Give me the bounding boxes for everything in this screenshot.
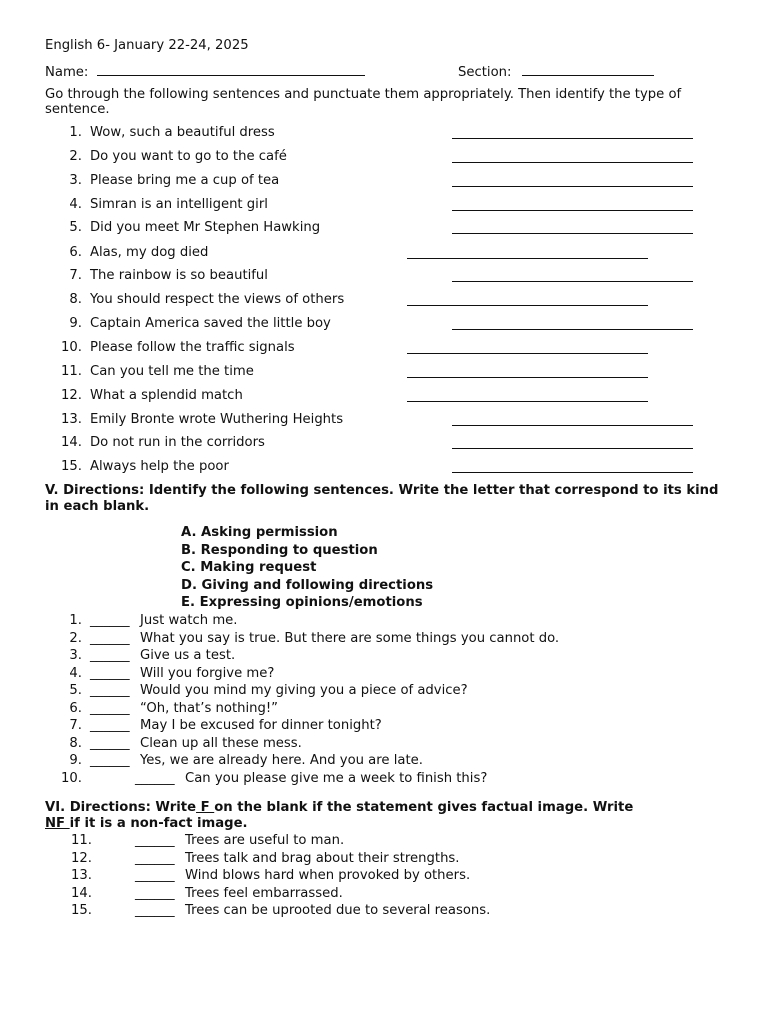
item-number: 7. <box>69 268 82 283</box>
item-number: 5. <box>69 220 82 235</box>
choice-option: E. Expressing opinions/emotions <box>181 595 423 610</box>
choice-option: D. Giving and following directions <box>181 577 434 593</box>
part6-nf-label: NF <box>45 816 70 831</box>
part4-item <box>0 245 768 263</box>
part4-item <box>0 435 768 453</box>
answer-line[interactable] <box>452 161 693 163</box>
answer-blank[interactable]: ______ <box>90 735 130 751</box>
item-number: 14. <box>71 885 92 901</box>
item-sentence: What a splendid match <box>90 388 243 403</box>
answer-line[interactable] <box>452 185 693 187</box>
item-number: 11. <box>71 833 92 848</box>
item-sentence: Clean up all these mess. <box>140 735 302 751</box>
item-sentence: Can you please give me a week to finish this? <box>185 770 488 786</box>
item-sentence: Wind blows hard when provoked by others. <box>185 868 471 883</box>
item-number: 9. <box>69 753 82 768</box>
answer-line[interactable] <box>452 424 693 426</box>
item-number: 4. <box>69 665 82 681</box>
answer-blank[interactable]: ______ <box>90 648 130 663</box>
answer-line[interactable] <box>452 280 693 282</box>
answer-blank[interactable]: ______ <box>90 718 130 733</box>
answer-blank[interactable]: ______ <box>135 833 175 848</box>
item-sentence: “Oh, that’s nothing!” <box>140 700 278 716</box>
item-number: 6. <box>69 700 82 716</box>
part6-directions-b: on the blank if the statement gives factual image. Write <box>214 800 634 815</box>
part4-item <box>0 197 768 215</box>
answer-line[interactable] <box>407 257 648 259</box>
name-label: Name: <box>45 65 89 80</box>
answer-line[interactable] <box>452 209 693 211</box>
worksheet-title: English 6- January 22-24, 2025 <box>45 38 249 53</box>
item-sentence: Do not run in the corridors <box>90 435 265 450</box>
answer-line[interactable] <box>407 352 648 354</box>
item-number: 15. <box>71 903 92 918</box>
answer-line[interactable] <box>407 376 648 378</box>
item-number: 15. <box>61 459 82 474</box>
item-sentence: Did you meet Mr Stephen Hawking <box>90 220 321 235</box>
item-number: 11. <box>61 364 82 379</box>
item-sentence: Just watch me. <box>140 613 238 628</box>
item-number: 2. <box>69 149 82 164</box>
answer-blank[interactable]: ______ <box>135 868 175 883</box>
item-sentence: Would you mind my giving you a piece of advice? <box>140 683 468 698</box>
part6-directions <box>45 800 735 832</box>
item-number: 3. <box>69 648 82 663</box>
part4-item <box>0 268 768 286</box>
choice-option: C. Making request <box>181 560 317 575</box>
item-sentence: Wow, such a beautiful dress <box>90 125 275 140</box>
item-sentence: Yes, we are already here. And you are late. <box>140 753 423 768</box>
name-field[interactable] <box>97 63 365 76</box>
item-number: 14. <box>61 435 82 450</box>
item-sentence: Captain America saved the little boy <box>90 316 331 331</box>
part6-directions-a: VI. Directions: Write <box>45 800 197 815</box>
item-sentence: May I be excused for dinner tonight? <box>140 718 382 733</box>
part4-item <box>0 292 768 310</box>
item-number: 12. <box>61 388 82 403</box>
item-sentence: What you say is true. But there are some things you cannot do. <box>140 630 560 646</box>
item-sentence: Simran is an intelligent girl <box>90 197 268 212</box>
answer-blank[interactable]: ______ <box>135 885 175 901</box>
choice-option: B. Responding to question <box>181 542 378 558</box>
part6-f-label: F <box>196 800 215 815</box>
item-sentence: Give us a test. <box>140 648 236 663</box>
part5-directions: V. Directions: Identify the following sentences. Write the letter that correspond to its kind in each blank. <box>45 483 719 514</box>
item-number: 1. <box>69 613 82 628</box>
answer-line[interactable] <box>452 137 693 139</box>
item-number: 1. <box>69 125 82 140</box>
item-sentence: Please follow the traffic signals <box>90 340 295 355</box>
answer-line[interactable] <box>452 471 693 473</box>
answer-blank[interactable]: ______ <box>90 613 130 628</box>
part4-item <box>0 316 768 334</box>
item-number: 2. <box>69 630 82 646</box>
item-number: 8. <box>69 292 82 307</box>
answer-blank[interactable]: ______ <box>135 850 175 866</box>
item-sentence: Trees feel embarrassed. <box>185 885 343 901</box>
answer-line[interactable] <box>407 400 648 402</box>
part4-item <box>0 364 768 382</box>
section-field[interactable] <box>522 63 654 76</box>
item-sentence: You should respect the views of others <box>90 292 345 307</box>
answer-blank[interactable]: ______ <box>90 683 130 698</box>
item-number: 13. <box>71 868 92 883</box>
item-sentence: Trees talk and brag about their strengths. <box>185 850 460 866</box>
part4-instructions: Go through the following sentences and punctuate them appropriately. Then identify the type of sentence. <box>45 87 682 117</box>
answer-blank[interactable]: ______ <box>90 630 130 646</box>
name-row <box>45 63 365 80</box>
item-number: 5. <box>69 683 82 698</box>
item-number: 3. <box>69 173 82 188</box>
item-number: 13. <box>61 412 82 427</box>
answer-blank[interactable]: ______ <box>90 665 130 681</box>
part4-item <box>0 340 768 358</box>
part4-item <box>0 220 768 238</box>
item-number: 7. <box>69 718 82 733</box>
part6-directions-c: if it is a non-fact image. <box>69 816 248 831</box>
choice-option: A. Asking permission <box>181 525 338 540</box>
item-sentence: Always help the poor <box>90 459 229 474</box>
item-number: 10. <box>61 340 82 355</box>
section-label: Section: <box>458 65 512 80</box>
item-sentence: Trees are useful to man. <box>185 833 345 848</box>
part4-item <box>0 388 768 406</box>
item-number: 10. <box>61 770 82 786</box>
item-number: 6. <box>69 245 82 260</box>
answer-blank[interactable]: ______ <box>90 700 130 716</box>
answer-blank[interactable]: ______ <box>90 753 130 768</box>
item-sentence: Alas, my dog died <box>90 245 209 260</box>
part4-item <box>0 149 768 167</box>
part4-item <box>0 412 768 430</box>
answer-line[interactable] <box>407 304 648 306</box>
item-sentence: Trees can be uprooted due to several reasons. <box>185 903 491 918</box>
section-row <box>458 63 654 80</box>
item-sentence: Do you want to go to the café <box>90 149 287 164</box>
item-sentence: Can you tell me the time <box>90 364 254 379</box>
answer-blank[interactable]: ______ <box>135 903 175 918</box>
item-number: 8. <box>69 735 82 751</box>
answer-line[interactable] <box>452 232 693 234</box>
item-number: 12. <box>71 850 92 866</box>
part4-item <box>0 125 768 143</box>
item-sentence: Will you forgive me? <box>140 665 275 681</box>
part4-item <box>0 459 768 477</box>
item-sentence: Please bring me a cup of tea <box>90 173 280 188</box>
item-number: 4. <box>69 197 82 212</box>
item-number: 9. <box>69 316 82 331</box>
item-sentence: The rainbow is so beautiful <box>90 268 268 283</box>
answer-line[interactable] <box>452 447 693 449</box>
part4-item <box>0 173 768 191</box>
answer-line[interactable] <box>452 328 693 330</box>
answer-blank[interactable]: ______ <box>135 770 175 786</box>
item-sentence: Emily Bronte wrote Wuthering Heights <box>90 412 344 427</box>
